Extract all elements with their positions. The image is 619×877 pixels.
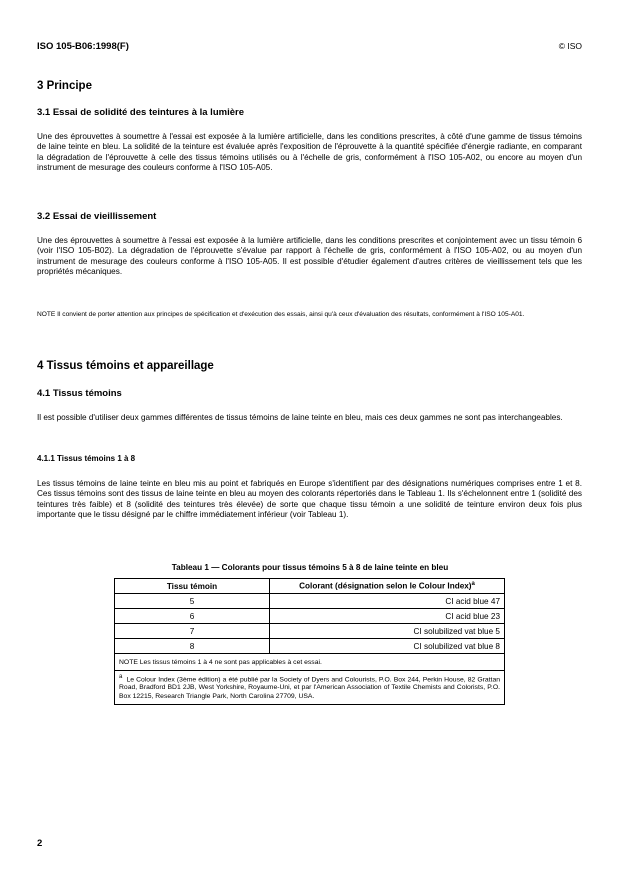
- colorant-cell: CI solubilized vat blue 5: [270, 624, 505, 639]
- colorant-cell: CI acid blue 23: [270, 609, 505, 624]
- table-note: NOTE Les tissus témoins 1 à 4 ne sont pas applicables à cet essai.: [115, 654, 505, 671]
- section-4-1-1-heading: 4.1.1 Tissus témoins 1 à 8: [37, 454, 136, 463]
- section-3-2-text: Une des éprouvettes à soumettre à l'essai est exposée à la lumière artificielle, dans les conditions prescrites et conjointement avec un tissu témoin 6 (voir l'ISO 105-B02). La dégradation de l'éprouvette s'évalue par rapport à l'échelle de gris, conformément à l'ISO 105-A02, ou au moyen d'un instrument de mesurage des couleurs conforme à l'ISO 105-A05. Il est possible d'étudier également d'autres critères de vieillissement tels que les propriétés mécaniques.: [37, 236, 582, 277]
- tissu-cell: 8: [115, 639, 270, 654]
- tissu-cell: 6: [115, 609, 270, 624]
- section-3-1-heading: 3.1 Essai de solidité des teintures à la lumière: [37, 107, 244, 118]
- document-id: ISO 105-B06:1998(F): [37, 41, 129, 52]
- page-number: 2: [37, 838, 43, 849]
- table-footnote: [115, 671, 505, 705]
- footnote-mark: a: [119, 674, 123, 680]
- table-header-row: [115, 579, 505, 594]
- table-row: [115, 594, 505, 609]
- copyright-mark: © ISO: [558, 41, 582, 51]
- section-3-note: NOTE Il convient de porter attention aux principes de spécification et d'exécution des essais, ainsi qu'à ceux d'évaluation des résultats, conformément à l'ISO 105-A01.: [37, 311, 525, 318]
- colorant-cell: CI solubilized vat blue 8: [270, 639, 505, 654]
- table-footnote-row: [115, 671, 505, 705]
- column-header-colorant: [270, 579, 505, 594]
- section-4-heading: 4 Tissus témoins et appareillage: [37, 360, 214, 372]
- section-3-heading: 3 Principe: [37, 80, 92, 92]
- column-header-tissu: Tissu témoin: [115, 579, 270, 594]
- section-4-1-text: Il est possible d'utiliser deux gammes différentes de tissus témoins de laine teinte en bleu, mais ces deux gammes ne sont pas interchangeables.: [37, 413, 563, 422]
- section-4-1-1-text: Les tissus témoins de laine teinte en bleu mis au point et fabriqués en Europe s'identifient par des désignations numériques comprises entre 1 et 8. Ces tissus témoins sont des tissus de laine teinte en bleu au moyen des colorants répertoriés dans le Tableau 1. Ils s'échelonnent entre 1 (solidité des teintures très faible) et 8 (solidité des teintures très élevée) de sorte que chaque tissu témoin a une solidité de teinture environ deux fois plus importante que le tissu désigné par le chiffre immédiatement inférieur (voir Tableau 1).: [37, 479, 582, 520]
- footnote-text: Le Colour Index (3ème édition) a été publié par la Society of Dyers and Colourists, P.O. Box 244, Perkin House, 82 Grattan Road, Bradford BD1 2JB, West Yorkshire, Royaume-Uni, et par l'American Association of Textile Chemists and Colorists, P.O. Box 12215, Research Triangle Park, North Carolina 27709, USA.: [119, 676, 501, 700]
- column-header-colorant-label: Colorant (désignation selon le Colour Index): [299, 581, 472, 591]
- table-1: [114, 578, 505, 705]
- table-1-title: Tableau 1 — Colorants pour tissus témoins 5 à 8 de laine teinte en bleu: [171, 563, 449, 572]
- table-row: [115, 624, 505, 639]
- table-row: [115, 639, 505, 654]
- table-row: [115, 609, 505, 624]
- table-note-row: [115, 654, 505, 671]
- section-3-1-text: Une des éprouvettes à soumettre à l'essai est exposée à la lumière artificielle, dans les conditions prescrites, à côté d'une gamme de tissus témoins de laine teinte en bleu. La solidité de la teinture est évaluée après l'exposition de l'éprouvette à la quantité spécifiée d'énergie radiante, en comparant la dégradation de l'éprouvette à celle des tissus témoins utilisés ou à l'échelle de gris, conformément à l'ISO 105-A02, ou encore au moyen d'un instrument de mesurage des couleurs conforme à l'ISO 105-A05.: [37, 132, 582, 173]
- section-4-1-heading: 4.1 Tissus témoins: [37, 388, 122, 399]
- tissu-cell: 5: [115, 594, 270, 609]
- section-3-2-heading: 3.2 Essai de vieillissement: [37, 211, 157, 222]
- colorant-cell: CI acid blue 47: [270, 594, 505, 609]
- footnote-ref: a: [471, 581, 475, 588]
- tissu-cell: 7: [115, 624, 270, 639]
